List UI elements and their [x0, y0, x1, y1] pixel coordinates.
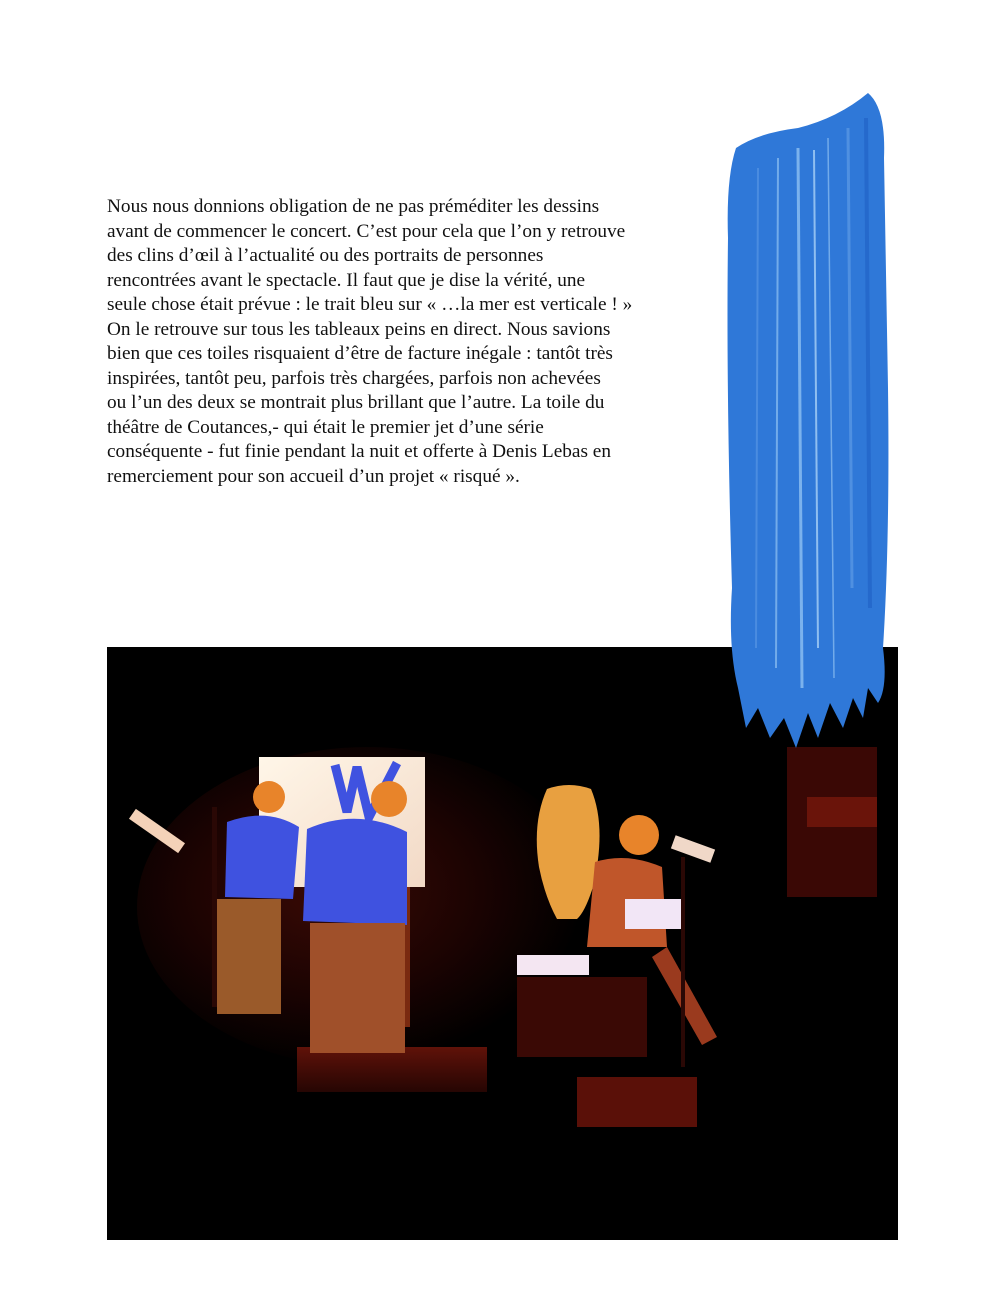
text-line: avant de commencer le concert. C’est pour cela que l’on y retrouve — [107, 220, 626, 242]
instrument-case — [517, 977, 647, 1057]
body-paragraph — [107, 195, 687, 489]
text-line: rencontrées avant le spectacle. Il faut que je dise la vérité, une — [107, 269, 586, 291]
text-line: théâtre de Coutances,- qui était le premier jet d’une série — [107, 416, 544, 438]
mic-stand — [212, 807, 217, 1007]
keyboard — [517, 955, 589, 975]
sheet-music — [625, 899, 685, 929]
text-line: inspirées, tantôt peu, parfois très chargées, parfois non achevées — [107, 367, 601, 389]
text-line: bien que ces toiles risquaient d’être de facture inégale : tantôt très — [107, 343, 613, 364]
text-line: Nous nous donnions obligation de ne pas préméditer les dessins — [107, 196, 600, 217]
text-line: seule chose était prévue : le trait bleu sur « …la mer est verticale ! » — [107, 294, 633, 315]
musician-head — [619, 815, 659, 855]
brush-stroke-shape — [718, 88, 894, 748]
painter-head — [253, 781, 285, 813]
painter-trousers — [217, 899, 281, 1014]
text-line: remerciement pour son accueil d’un projet « risqué ». — [107, 465, 520, 487]
text-line: conséquente - fut finie pendant la nuit et offerte à Denis Lebas en — [107, 441, 611, 462]
blue-brush-stroke — [718, 88, 894, 748]
mic-stand — [681, 857, 685, 1067]
stage-step — [577, 1077, 697, 1127]
painter-shirt — [225, 816, 299, 899]
painter-head — [371, 781, 407, 817]
painter-trousers — [310, 923, 405, 1053]
stage-floor — [297, 1047, 487, 1092]
painter-shirt — [303, 819, 407, 925]
text-line: ou l’un des deux se montrait plus brillant que l’autre. La toile du — [107, 392, 605, 413]
text-line: des clins d’œil à l’actualité ou des portraits de personnes — [107, 245, 544, 266]
text-line: On le retrouve sur tous les tableaux peins en direct. Nous savions — [107, 318, 611, 340]
background-piano-detail — [807, 797, 877, 827]
